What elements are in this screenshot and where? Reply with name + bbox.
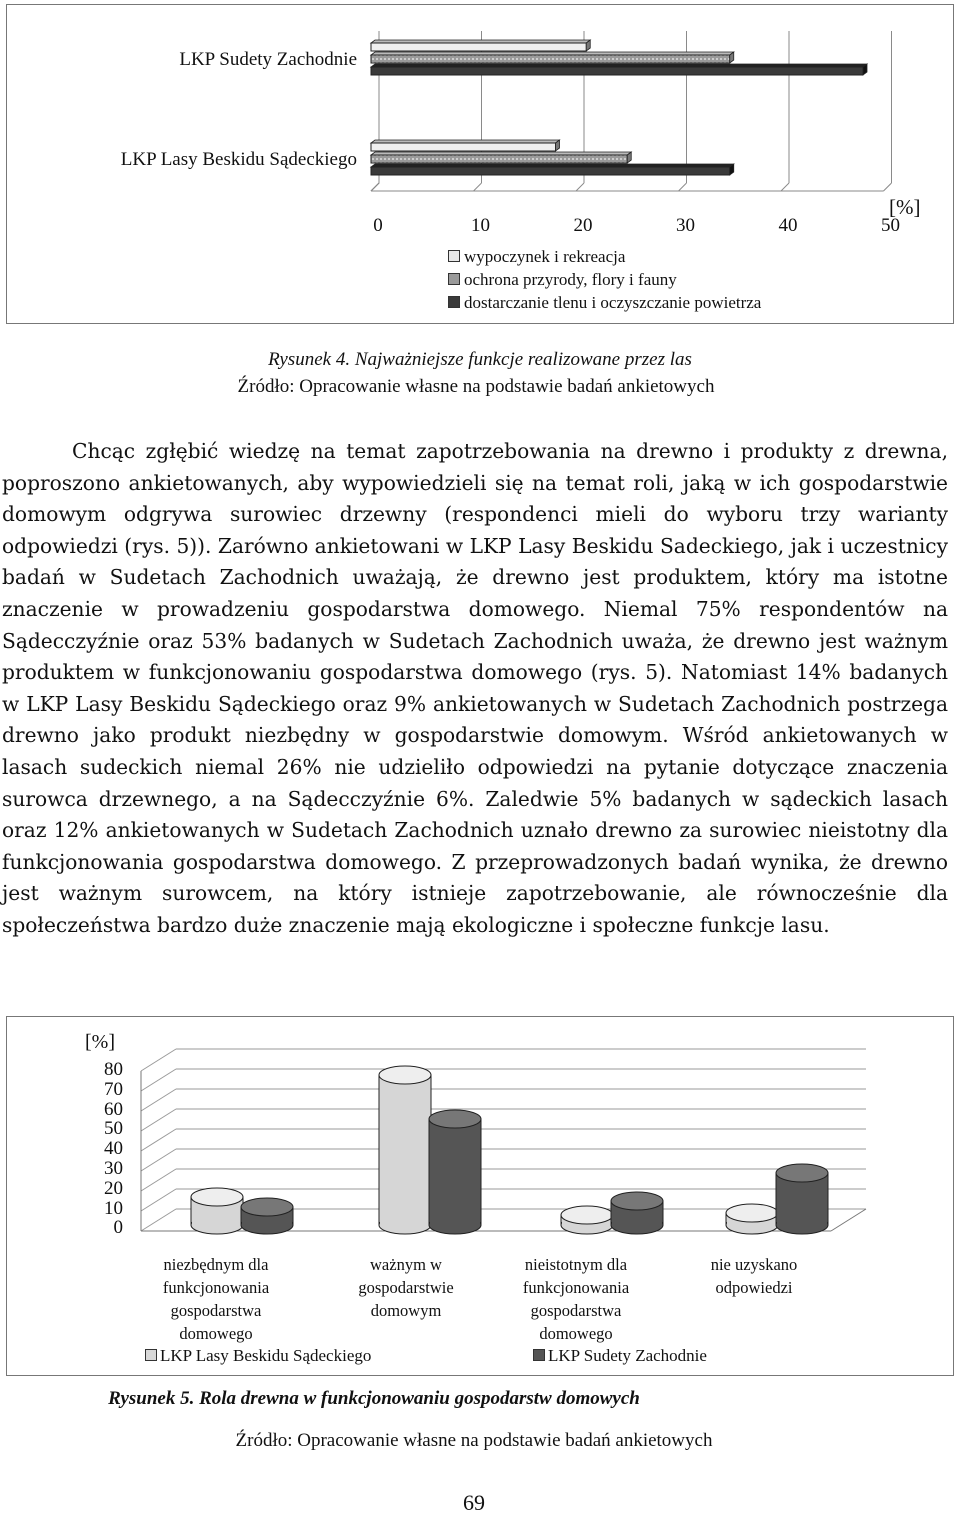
legend-swatch-light (448, 250, 460, 262)
cylinder-top (561, 1206, 613, 1224)
gridline-side (141, 1089, 176, 1111)
gridline-floor (884, 183, 892, 191)
y-tick-label: 50 (104, 1118, 123, 1140)
legend-swatch-dark (448, 296, 460, 308)
x-tick-label: 50 (881, 215, 900, 236)
gridline-side (141, 1149, 176, 1171)
legend-label: ochrona przyrody, flory i fauny (464, 270, 677, 289)
gridline-side (141, 1209, 176, 1231)
caption-label: Rysunek 4. (268, 349, 351, 370)
category-label-line: domowym (370, 1301, 442, 1320)
category-label-line: gospodarstwie (358, 1278, 454, 1297)
body-paragraph: Chcąc zgłębić wiedzę na temat zapotrzebowania na drewno i produkty z drewna, poproszono ankietowanych, aby wypowiedzieli się na temat roli, jaką w ich gospodarstwie domowym odgrywa surowiec drzewny (respondenci mieli do wyboru trzy warianty odpowiedzi (rys. 5)). Zarówno ankietowani w LKP Lasy Beskidu Sadeckiego, jak i uczestnicy badań w Sudetach Zachodnich uważają, że drewno jest produktem, który ma istotne znaczenie w prowadzeniu gospodarstwa domowego. Niemal 75% respondentów na Sądecczyźnie oraz 53% badanych w Sudetach Zachodnich uważa, że drewno jest ważnym produktem w funkcjonowaniu gospodarstwa domowego (rys. 5). Natomiast 14% badanych w LKP Lasy Beskidu Sądeckiego oraz 9% ankietowanych w Sudetach Zachodnich postrzega drewno jako produkt niezbędny w gospodarstwie domowym. Wśród ankietowanych w lasach sudeckich niemal 26% nie udzieliło odpowiedzi na pytanie dotyczące znaczenia surowca drzewnego, a na Sądecczyźnie 6%. Zaledwie 5% badanych w sądeckich lasach oraz 12% ankietowanych w Sudetach Zachodnich uznało drewno za surowiec nieistotny dla funkcjonowania gospodarstwa domowego. Z przeprowadzonych badań wynika, że drewno jest ważnym surowcem, na który istnieje zapotrzebowanie, ale równocześnie dla społeczeństwa bardzo duże znaczenie mają ekologiczne i społeczne funkcje lasu. (2, 439, 948, 937)
gridline-floor (576, 183, 584, 191)
legend-label: dostarczanie tlenu i oczyszczanie powietrza (464, 293, 762, 312)
category-label-line: nieistotnym dla (524, 1255, 628, 1274)
category-label (669, 1253, 839, 1299)
category-label-line: odpowiedzi (715, 1278, 793, 1297)
figure-5-chart (6, 1016, 954, 1376)
cylinder-top (191, 1188, 243, 1206)
legend (448, 245, 761, 314)
x-tick-label: 10 (471, 215, 490, 236)
bar (371, 43, 586, 51)
category-label-line: nie uzyskano (710, 1255, 798, 1274)
gridline-floor (781, 183, 789, 191)
category-label-line: funkcjonowania (162, 1278, 270, 1297)
gridline-floor (371, 183, 379, 191)
x-tick-label: 40 (778, 215, 798, 236)
gridline-side (141, 1069, 176, 1091)
x-tick-label: 0 (373, 215, 383, 236)
bar (371, 155, 627, 163)
gridline-side (141, 1129, 176, 1151)
legend-label: wypoczynek i rekreacja (464, 247, 626, 266)
legend-item (448, 245, 761, 268)
figure-5-caption: Rysunek 5. Rola drewna w funkcjonowaniu gospodarstw domowych (108, 1388, 640, 1409)
unit-label: [%] (889, 195, 921, 219)
legend-swatch-dotted (448, 273, 460, 285)
floor-edge (831, 1209, 866, 1231)
legend-label: LKP Lasy Beskidu Sądeckiego (160, 1346, 372, 1365)
category-label-beskid: LKP Lasy Beskidu Sądeckiego (120, 149, 357, 170)
legend-swatch-dark (533, 1349, 545, 1361)
category-label (321, 1253, 491, 1322)
y-tick-label: 30 (104, 1158, 123, 1179)
y-tick-label: 80 (104, 1059, 123, 1080)
cylinder-top (776, 1164, 828, 1182)
legend-item (145, 1346, 371, 1365)
figure-4-chart (6, 4, 954, 324)
category-label-line: funkcjonowania (522, 1278, 630, 1297)
category-label-line: domowego (539, 1324, 613, 1343)
page-number: 69 (463, 1490, 485, 1515)
y-tick-label: 40 (104, 1138, 123, 1160)
cylinder-fill (430, 1119, 480, 1225)
legend-swatch-light (145, 1349, 157, 1361)
bar (371, 167, 730, 175)
cylinder-top (379, 1066, 431, 1084)
unit-label: [%] (85, 1031, 115, 1053)
cylinder-top (241, 1198, 293, 1216)
cylinder-top (429, 1110, 481, 1128)
gridline-side (141, 1049, 176, 1071)
y-tick-label: 10 (104, 1197, 123, 1219)
legend-item (533, 1346, 707, 1366)
gridline-side (141, 1189, 176, 1211)
category-label-sudety: LKP Sudety Zachodnie (179, 49, 357, 70)
legend-label: LKP Sudety Zachodnie (548, 1346, 707, 1365)
category-label-line: ważnym w (370, 1255, 442, 1274)
category-label-line: gospodarstwa (530, 1301, 622, 1320)
category-label-line: domowego (179, 1324, 253, 1343)
category-label-line: gospodarstwa (170, 1301, 262, 1320)
caption-title: Najważniejsze funkcje realizowane przez las (354, 349, 692, 370)
y-tick-label: 60 (104, 1098, 123, 1120)
gridline-side (141, 1109, 176, 1131)
gridline-floor (679, 183, 687, 191)
cylinder-top (611, 1192, 663, 1210)
bar (371, 67, 863, 75)
figure-5-source: Źródło: Opracowanie własne na podstawie badań ankietowych (235, 1430, 713, 1451)
figure-4-source: Źródło: Opracowanie własne na podstawie badań ankietowych (237, 376, 715, 397)
category-label-line: niezbędnym dla (163, 1255, 269, 1274)
x-tick-label: 20 (573, 215, 593, 236)
legend-item (448, 268, 761, 291)
gridline-floor (474, 183, 482, 191)
legend-item (448, 291, 761, 314)
y-tick-label: 20 (104, 1177, 123, 1199)
legend (145, 1346, 765, 1366)
cylinder-fill (380, 1075, 430, 1225)
gridline-side (141, 1169, 176, 1191)
cylinder-top (726, 1204, 778, 1222)
y-tick-label: 0 (113, 1217, 123, 1239)
x-tick-label: 30 (676, 215, 695, 236)
category-label (491, 1253, 661, 1345)
y-tick-label: 70 (104, 1078, 123, 1100)
category-label (131, 1253, 301, 1345)
figure-4-caption (0, 349, 960, 371)
bar (371, 55, 730, 63)
bar (371, 143, 556, 151)
